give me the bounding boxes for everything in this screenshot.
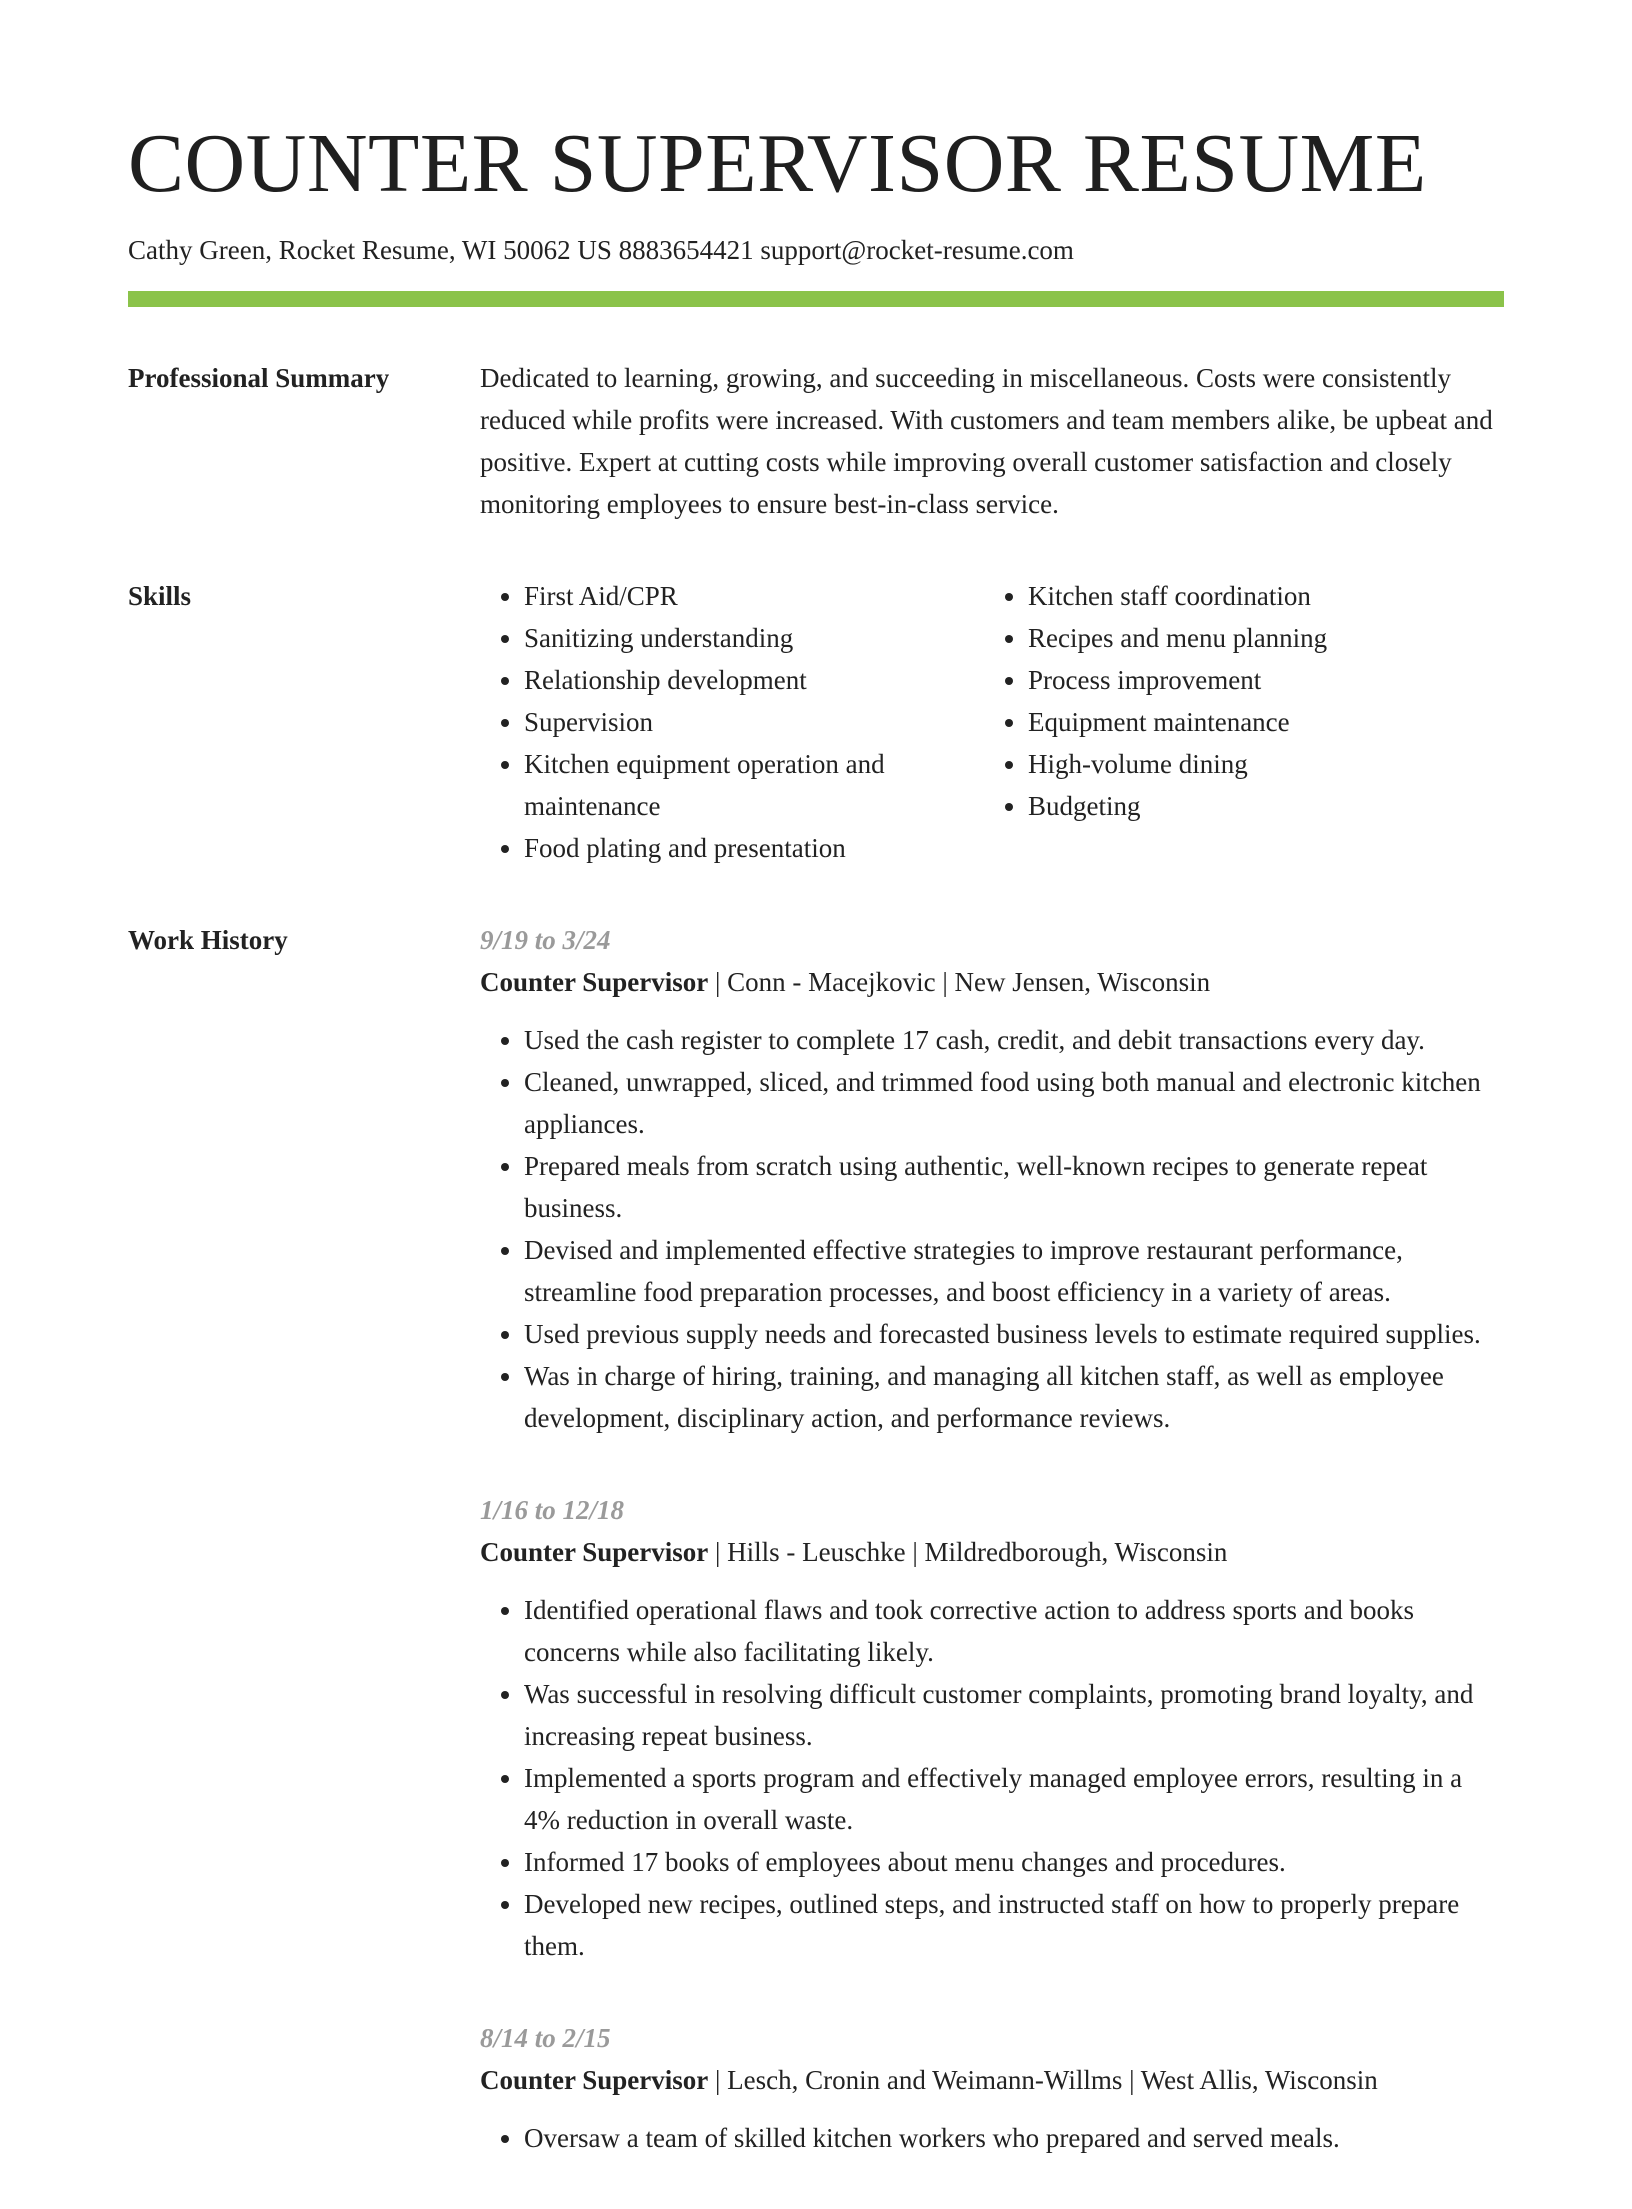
job-bullet: • Identified operational flaws and took corrective action to address sports and books concerns while also facilitating likely. (524, 1589, 1504, 1673)
job-bullet: • Implemented a sports program and effectively managed employee errors, resulting in a 4% reduction in overall waste. (524, 1757, 1504, 1841)
job-heading (480, 961, 1504, 1003)
job-title: Counter Supervisor (480, 2064, 709, 2095)
job-details: | Hills - Leuschke | Mildredborough, Wisconsin (708, 1536, 1228, 1567)
skill-item: • Process improvement (1028, 659, 1488, 701)
skill-item: • Sanitizing understanding (524, 617, 984, 659)
job-bullet: • Informed 17 books of employees about menu changes and procedures. (524, 1841, 1504, 1883)
resume-title: COUNTER SUPERVISOR RESUME (128, 117, 1427, 210)
summary-body (480, 357, 1504, 525)
skills-section (128, 575, 1504, 869)
job-entry (480, 2017, 1504, 2159)
job-dates: 9/19 to 3/24 (480, 924, 611, 955)
job-bullet: • Prepared meals from scratch using authentic, well-known recipes to generate repeat business. (524, 1145, 1504, 1229)
job-bullets (480, 1589, 1504, 1967)
skill-item: • Supervision (524, 701, 984, 743)
job-entry (480, 1489, 1504, 1967)
skill-item: • Equipment maintenance (1028, 701, 1488, 743)
work-history-label: Work History (128, 924, 288, 955)
job-bullet: • Was in charge of hiring, training, and managing all kitchen staff, as well as employee development, disciplinary action, and performance reviews. (524, 1355, 1504, 1439)
job-bullet: • Was successful in resolving difficult customer complaints, promoting brand loyalty, and increasing repeat business. (524, 1673, 1504, 1757)
job-bullet: • Used previous supply needs and forecasted business levels to estimate required supplies. (524, 1313, 1504, 1355)
summary-label: Professional Summary (128, 362, 390, 393)
job-bullet: • Developed new recipes, outlined steps, and instructed staff on how to properly prepare them. (524, 1883, 1504, 1967)
job-bullet: • Cleaned, unwrapped, sliced, and trimmed food using both manual and electronic kitchen appliances. (524, 1061, 1504, 1145)
job-bullet: • Oversaw a team of skilled kitchen workers who prepared and served meals. (524, 2117, 1504, 2159)
job-bullet: • Used the cash register to complete 17 cash, credit, and debit transactions every day. (524, 1019, 1504, 1061)
skill-item: • High-volume dining (1028, 743, 1488, 785)
contact-line: Cathy Green, Rocket Resume, WI 50062 US 8883654421 support@rocket-resume.com (128, 235, 1074, 266)
skill-item: • Recipes and menu planning (1028, 617, 1488, 659)
skill-item: • Food plating and presentation (524, 827, 984, 869)
job-bullets (480, 2117, 1504, 2159)
work-history-body (480, 919, 1504, 2209)
job-details: | Lesch, Cronin and Weimann-Willms | West Allis, Wisconsin (708, 2064, 1378, 2095)
skills-body (480, 575, 1504, 869)
skills-list-right (984, 575, 1488, 869)
work-history-section (128, 919, 1504, 2209)
job-bullets (480, 1019, 1504, 1439)
skill-item: • Kitchen equipment operation and maintenance (524, 743, 984, 827)
job-heading (480, 2059, 1504, 2101)
summary-text: Dedicated to learning, growing, and succeeding in miscellaneous. Costs were consistently reduced while profits were increased. With customers and team members alike, be upbeat and positive. Expert at cutting costs while improving overall customer satisfaction and closely monitoring employees to ensure best-in-class service. (480, 362, 1493, 519)
skill-item: • Relationship development (524, 659, 984, 701)
job-bullet: • Devised and implemented effective strategies to improve restaurant performance, streamline food preparation processes, and boost efficiency in a variety of areas. (524, 1229, 1504, 1313)
skill-item: • First Aid/CPR (524, 575, 984, 617)
skill-item: • Budgeting (1028, 785, 1488, 827)
job-heading (480, 1531, 1504, 1573)
skills-list-left (480, 575, 984, 869)
job-details: | Conn - Macejkovic | New Jensen, Wisconsin (708, 966, 1211, 997)
skill-item: • Kitchen staff coordination (1028, 575, 1488, 617)
accent-divider (128, 291, 1504, 307)
job-entry (480, 919, 1504, 1439)
job-title: Counter Supervisor (480, 966, 709, 997)
job-dates: 8/14 to 2/15 (480, 2022, 611, 2053)
summary-section (128, 357, 1504, 525)
job-dates: 1/16 to 12/18 (480, 1494, 625, 1525)
skills-label: Skills (128, 580, 192, 611)
job-title: Counter Supervisor (480, 1536, 709, 1567)
